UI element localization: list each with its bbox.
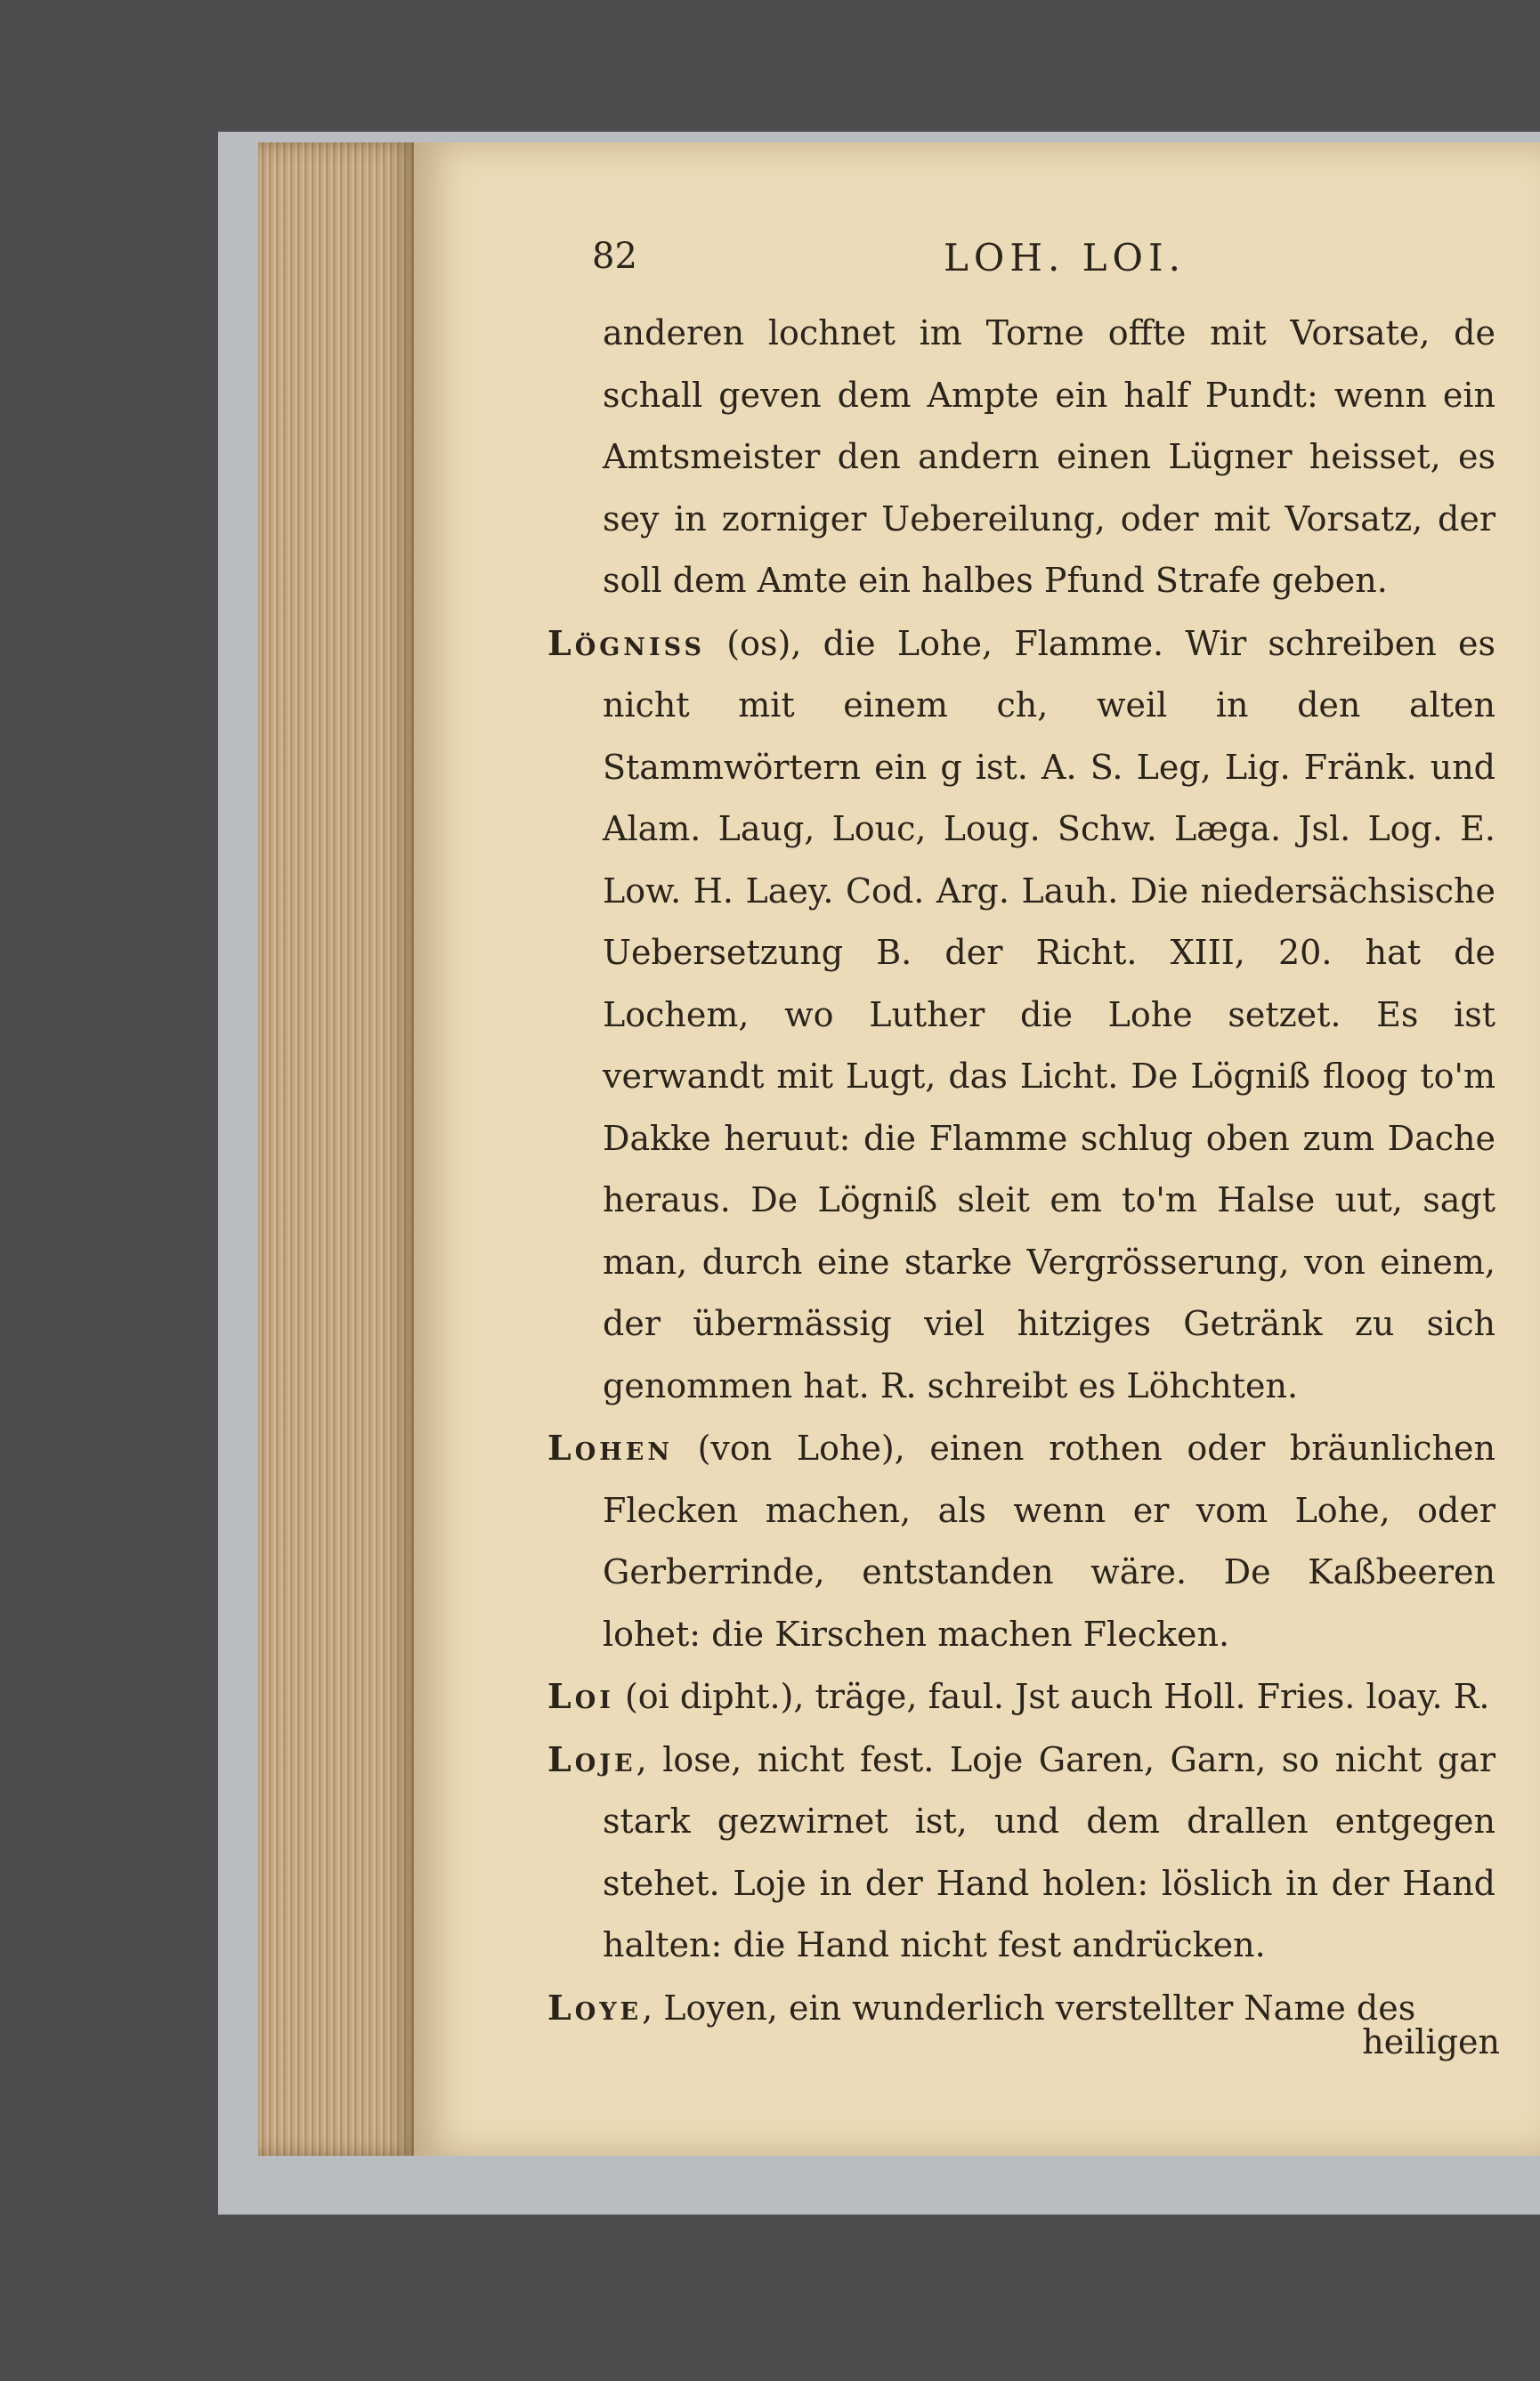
- book-page: [414, 142, 1540, 2156]
- entry-headword: Lögniss: [547, 622, 706, 663]
- page-body: [547, 303, 1495, 2039]
- dictionary-entry: [547, 1417, 1495, 1665]
- dictionary-entry: [547, 303, 1495, 612]
- dictionary-entry: [547, 1977, 1495, 2040]
- entry-text: (oi dipht.), träge, faul. Jst auch Holl. Fries. loay. R.: [624, 1677, 1490, 1716]
- entry-text: , lose, nicht fest. Loje Garen, Garn, so nicht gar stark gezwirnet ist, und dem drallen entgegen stehet. Loje in der Hand holen: löslich in der Hand halten: die Hand nicht fest andrücken.: [603, 1739, 1495, 1964]
- dictionary-entry: [547, 612, 1495, 1418]
- page-number: 82: [592, 236, 637, 277]
- running-head: LOH. LOI.: [944, 236, 1186, 279]
- entry-headword: Loi: [547, 1676, 614, 1716]
- dictionary-entry: [547, 1729, 1495, 1977]
- entry-text: (os), die Lohe, Flamme. Wir schreiben es nicht mit einem ch, weil in den alten Stammwörtern ein g ist. A. S. Leg, Lig. Fränk. und Alam. Laug, Louc, Loug. Schw. Læga. Jsl. Log. E. Low. H. Laey. Cod. Arg. Lauh. Die niedersächsische Uebersetzung B. der Richt. XIII, 20. hat de Lochem, wo Luther die Lohe setzet. Es ist verwandt mit Lugt, das Licht. De Lögniß floog to'm Dakke heruut: die Flamme schlug oben zum Dache heraus. De Lögniß sleit em to'm Halse uut, sagt man, durch eine starke Vergrösserung, von einem, der übermässig viel hitziges Getränk zu sich genommen hat. R. schreibt es Löhchten.: [603, 623, 1495, 1405]
- catchword: heiligen: [1362, 2022, 1500, 2061]
- dictionary-entry: [547, 1665, 1495, 1729]
- book-edge: [258, 142, 414, 2156]
- entry-headword: Loye: [547, 1987, 643, 2028]
- entry-text: , Loyen, ein wunderlich verstellter Name des: [642, 1988, 1416, 2028]
- entry-text: (von Lohe), einen rothen oder bräunlichen Flecken machen, als wenn er vom Lohe, oder Gerberrinde, entstanden wäre. De Kaßbeeren lohet: die Kirschen machen Flecken.: [603, 1429, 1495, 1654]
- entry-headword: Loje: [547, 1738, 636, 1779]
- entry-headword: Lohen: [547, 1428, 674, 1468]
- entry-text: anderen lochnet im Torne offte mit Vorsate, de schall geven dem Ampte ein half Pundt: wenn ein Amtsmeister den andern einen Lügner heisset, es sey in zorniger Uebereilung, oder mit Vorsatz, der soll dem Amte ein halbes Pfund Strafe geben.: [603, 313, 1495, 600]
